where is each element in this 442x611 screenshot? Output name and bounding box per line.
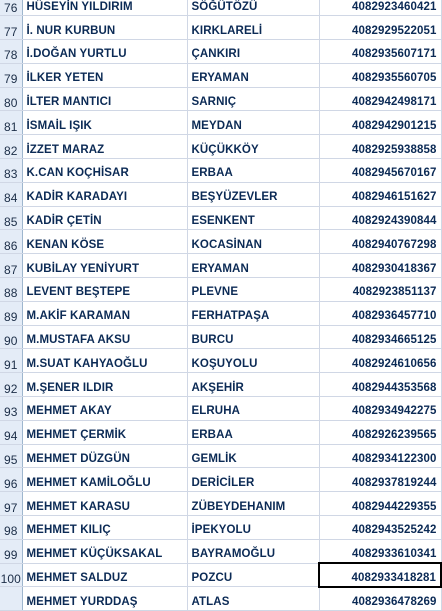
number-cell[interactable]: 4082925938858: [319, 135, 441, 159]
row-header[interactable]: 91: [0, 349, 22, 373]
table-row[interactable]: [0, 230, 441, 254]
number-cell[interactable]: 4082936457710: [319, 301, 441, 325]
number-cell[interactable]: 4082946151627: [319, 182, 441, 206]
row-header[interactable]: 97: [0, 492, 22, 516]
name-cell[interactable]: LEVENT BEŞTEPE: [22, 278, 187, 302]
city-cell[interactable]: ESENKENT: [187, 206, 319, 230]
table-row[interactable]: [0, 420, 441, 444]
city-cell[interactable]: FERHATPAŞA: [187, 301, 319, 325]
name-cell[interactable]: MEHMET KARASU: [22, 492, 187, 516]
table-row[interactable]: [0, 516, 441, 540]
name-cell[interactable]: MEHMET KAMİLOĞLU: [22, 468, 187, 492]
name-cell[interactable]: MEHMET AKAY: [22, 397, 187, 421]
row-header[interactable]: 94: [0, 420, 22, 444]
table-row[interactable]: [0, 301, 441, 325]
row-header[interactable]: 86: [0, 230, 22, 254]
city-cell[interactable]: AKŞEHİR: [187, 373, 319, 397]
city-cell[interactable]: PLEVNE: [187, 278, 319, 302]
row-header[interactable]: 98: [0, 516, 22, 540]
city-cell[interactable]: KIRKLARELİ: [187, 16, 319, 40]
number-cell[interactable]: 4082933418281: [319, 563, 441, 587]
row-header[interactable]: 95: [0, 444, 22, 468]
row-header[interactable]: 76: [0, 0, 22, 16]
number-cell[interactable]: 4082942901215: [319, 111, 441, 135]
table-row[interactable]: [0, 468, 441, 492]
name-cell[interactable]: İ.DOĞAN YURTLU: [22, 40, 187, 64]
table-row[interactable]: [0, 587, 441, 611]
row-header[interactable]: 89: [0, 301, 22, 325]
table-row[interactable]: [0, 397, 441, 421]
name-cell[interactable]: MEHMET ÇERMİK: [22, 420, 187, 444]
row-header[interactable]: 96: [0, 468, 22, 492]
name-cell[interactable]: M.ŞENER ILDIR: [22, 373, 187, 397]
city-cell[interactable]: ÇANKIRI: [187, 40, 319, 64]
table-row[interactable]: [0, 492, 441, 516]
number-cell[interactable]: 4082943525242: [319, 516, 441, 540]
name-cell[interactable]: KADİR KARADAYI: [22, 182, 187, 206]
city-cell[interactable]: ERYAMAN: [187, 254, 319, 278]
name-cell[interactable]: M.MUSTAFA AKSU: [22, 325, 187, 349]
city-cell[interactable]: ERYAMAN: [187, 63, 319, 87]
row-header[interactable]: 87: [0, 254, 22, 278]
table-row[interactable]: [0, 111, 441, 135]
number-cell[interactable]: 4082942498171: [319, 87, 441, 111]
table-row[interactable]: [0, 206, 441, 230]
number-cell[interactable]: 4082934122300: [319, 444, 441, 468]
number-cell[interactable]: 4082923851137: [319, 278, 441, 302]
name-cell[interactable]: KENAN KÖSE: [22, 230, 187, 254]
city-cell[interactable]: SÖĞÜTÖZÜ: [187, 0, 319, 16]
city-cell[interactable]: GEMLİK: [187, 444, 319, 468]
table-row[interactable]: [0, 539, 441, 563]
row-header[interactable]: 82: [0, 135, 22, 159]
name-cell[interactable]: İLTER MANTICI: [22, 87, 187, 111]
row-header[interactable]: 90: [0, 325, 22, 349]
number-cell[interactable]: 4082940767298: [319, 230, 441, 254]
table-row[interactable]: [0, 159, 441, 183]
row-header[interactable]: 77: [0, 16, 22, 40]
table-row[interactable]: [0, 254, 441, 278]
number-cell[interactable]: 4082934665125: [319, 325, 441, 349]
city-cell[interactable]: MEYDAN: [187, 111, 319, 135]
number-cell[interactable]: 4082926239565: [319, 420, 441, 444]
name-cell[interactable]: İSMAİL IŞIK: [22, 111, 187, 135]
city-cell[interactable]: KOCASİNAN: [187, 230, 319, 254]
name-cell[interactable]: KUBİLAY YENİYURT: [22, 254, 187, 278]
name-cell[interactable]: MEHMET KILIÇ: [22, 516, 187, 540]
number-cell[interactable]: 4082944353568: [319, 373, 441, 397]
number-cell[interactable]: 4082936478269: [319, 587, 441, 611]
row-header[interactable]: 83: [0, 159, 22, 183]
row-header[interactable]: 80: [0, 87, 22, 111]
city-cell[interactable]: SARNIÇ: [187, 87, 319, 111]
city-cell[interactable]: ERBAA: [187, 159, 319, 183]
table-row[interactable]: [0, 349, 441, 373]
row-header[interactable]: [0, 587, 22, 611]
name-cell[interactable]: MEHMET KÜÇÜKSAKAL: [22, 539, 187, 563]
city-cell[interactable]: BEŞYÜZEVLER: [187, 182, 319, 206]
city-cell[interactable]: KOŞUYOLU: [187, 349, 319, 373]
table-row[interactable]: [0, 563, 441, 587]
table-row[interactable]: [0, 182, 441, 206]
name-cell[interactable]: HÜSEYİN YILDIRIM: [22, 0, 187, 16]
name-cell[interactable]: KADİR ÇETİN: [22, 206, 187, 230]
city-cell[interactable]: ATLAS: [187, 587, 319, 611]
row-header[interactable]: 85: [0, 206, 22, 230]
number-cell[interactable]: 4082935607171: [319, 40, 441, 64]
row-header[interactable]: 88: [0, 278, 22, 302]
city-cell[interactable]: POZCU: [187, 563, 319, 587]
table-row[interactable]: [0, 135, 441, 159]
row-header[interactable]: 93: [0, 397, 22, 421]
table-row[interactable]: [0, 0, 441, 16]
name-cell[interactable]: İZZET MARAZ: [22, 135, 187, 159]
number-cell[interactable]: 4082935560705: [319, 63, 441, 87]
number-cell[interactable]: 4082945670167: [319, 159, 441, 183]
number-cell[interactable]: 4082924390844: [319, 206, 441, 230]
table-row[interactable]: [0, 40, 441, 64]
name-cell[interactable]: MEHMET SALDUZ: [22, 563, 187, 587]
name-cell[interactable]: M.SUAT KAHYAOĞLU: [22, 349, 187, 373]
name-cell[interactable]: İLKER YETEN: [22, 63, 187, 87]
city-cell[interactable]: ELRUHA: [187, 397, 319, 421]
row-header[interactable]: 100: [0, 563, 22, 587]
city-cell[interactable]: KÜÇÜKKÖY: [187, 135, 319, 159]
name-cell[interactable]: MEHMET DÜZGÜN: [22, 444, 187, 468]
city-cell[interactable]: ERBAA: [187, 420, 319, 444]
number-cell[interactable]: 4082929522051: [319, 16, 441, 40]
number-cell[interactable]: 4082923460421: [319, 0, 441, 16]
number-cell[interactable]: 4082930418367: [319, 254, 441, 278]
name-cell[interactable]: MEHMET YURDDAŞ: [22, 587, 187, 611]
row-header[interactable]: 92: [0, 373, 22, 397]
table-row[interactable]: [0, 16, 441, 40]
number-cell[interactable]: 4082934942275: [319, 397, 441, 421]
number-cell[interactable]: 4082937819244: [319, 468, 441, 492]
number-cell[interactable]: 4082944229355: [319, 492, 441, 516]
name-cell[interactable]: M.AKİF KARAMAN: [22, 301, 187, 325]
city-cell[interactable]: ZÜBEYDEHANIM: [187, 492, 319, 516]
row-header[interactable]: 78: [0, 40, 22, 64]
city-cell[interactable]: BAYRAMOĞLU: [187, 539, 319, 563]
number-cell[interactable]: 4082933610341: [319, 539, 441, 563]
table-row[interactable]: [0, 444, 441, 468]
table-row[interactable]: [0, 87, 441, 111]
number-cell[interactable]: 4082924610656: [319, 349, 441, 373]
row-header[interactable]: 84: [0, 182, 22, 206]
table-row[interactable]: [0, 325, 441, 349]
table-row[interactable]: [0, 373, 441, 397]
city-cell[interactable]: BURCU: [187, 325, 319, 349]
table-row[interactable]: [0, 278, 441, 302]
row-header[interactable]: 81: [0, 111, 22, 135]
city-cell[interactable]: İPEKYOLU: [187, 516, 319, 540]
row-header[interactable]: 99: [0, 539, 22, 563]
table-row[interactable]: [0, 63, 441, 87]
row-header[interactable]: 79: [0, 63, 22, 87]
name-cell[interactable]: İ. NUR KURBUN: [22, 16, 187, 40]
name-cell[interactable]: K.CAN KOÇHİSAR: [22, 159, 187, 183]
city-cell[interactable]: DERİCİLER: [187, 468, 319, 492]
